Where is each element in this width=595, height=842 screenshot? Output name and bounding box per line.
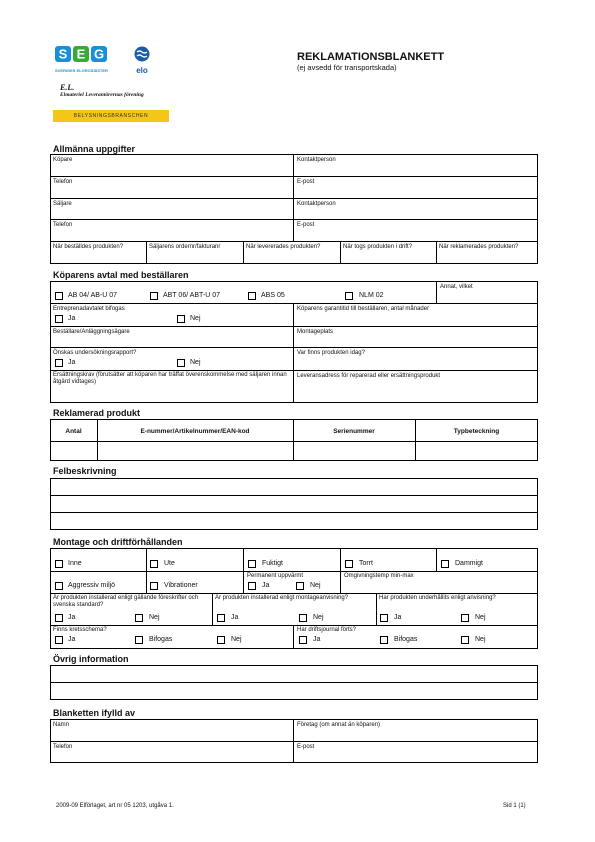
undersokning-nej-label: Nej — [190, 359, 201, 366]
kretsschema-bifogas-checkbox[interactable] — [135, 636, 143, 644]
telefon-field-1[interactable]: Telefon — [53, 179, 73, 185]
torrt-checkbox[interactable] — [345, 560, 353, 568]
svg-text:E: E — [76, 46, 86, 62]
ersattningskrav-field[interactable]: Ersättningskrav (förutsätter att köparen har träffat överenskommelse med säljaren innan åtgärd vidtages) — [53, 372, 287, 385]
permanent-ja-checkbox[interactable] — [248, 582, 256, 590]
ab04-checkbox[interactable] — [55, 292, 63, 300]
product-col-antal: Antal — [65, 428, 82, 435]
fault-description-area[interactable] — [50, 478, 538, 530]
kretsschema-label: Finns kretsschema? — [53, 627, 107, 633]
form-subtitle: (ej avsedd för transportskada) — [297, 63, 397, 72]
installerad-gallande-nej-label: Nej — [149, 614, 160, 621]
section-title-fault: Felbeskrivning — [53, 466, 117, 476]
product-row-serienummer[interactable] — [294, 442, 415, 460]
installerad-gallande-label: Är produkten installerad enligt gällande föreskrifter och svenska standard? — [53, 595, 199, 608]
saljarens-order-field[interactable]: Säljarens ordernr/fakturanr — [149, 244, 221, 250]
permanent-nej-label: Nej — [310, 582, 321, 589]
namn-field[interactable]: Namn — [53, 722, 70, 728]
installerad-montage-ja-label: Ja — [231, 614, 239, 621]
levererades-field[interactable]: När levererades produkten? — [246, 244, 321, 250]
abt06-label: ABT 06/ ABT-U 07 — [163, 292, 221, 299]
saljare-field[interactable]: Säljare — [53, 201, 72, 207]
product-col-enummer: E-nummer/Artikelnummer/EAN-kod — [140, 428, 250, 435]
fuktigt-checkbox[interactable] — [248, 560, 256, 568]
undersokning-nej-checkbox[interactable] — [177, 359, 185, 367]
belysning-banner — [53, 110, 169, 122]
entreprenad-label: Entreprenadavtalet bifogas — [53, 306, 125, 312]
kretsschema-nej-label: Nej — [231, 636, 242, 643]
product-row-antal[interactable] — [51, 442, 97, 460]
underhallits-ja-checkbox[interactable] — [380, 614, 388, 622]
elo-logo — [131, 46, 153, 75]
permanent-ja-label: Ja — [262, 582, 270, 589]
vibrationer-checkbox[interactable] — [150, 582, 158, 590]
togs-i-drift-field[interactable]: När togs produkten i drift? — [343, 244, 413, 250]
section-title-other: Övrig information — [53, 654, 129, 664]
vibrationer-label: Vibrationer — [164, 582, 198, 589]
bestalldes-field[interactable]: När beställdes produkten? — [53, 244, 124, 250]
leveransadress-field[interactable]: Leveransadress för reparerad eller ersättningsprodukt — [297, 373, 441, 379]
seg-logo — [55, 46, 109, 73]
abt06-checkbox[interactable] — [150, 292, 158, 300]
driftsjournal-bifogas-label: Bifogas — [394, 636, 418, 643]
driftsjournal-label: Har driftsjournal förts? — [297, 627, 357, 633]
driftsjournal-ja-checkbox[interactable] — [299, 636, 307, 644]
installerad-gallande-ja-label: Ja — [68, 614, 76, 621]
undersokning-ja-label: Ja — [68, 359, 76, 366]
installerad-montage-nej-checkbox[interactable] — [299, 614, 307, 622]
dammigt-checkbox[interactable] — [441, 560, 449, 568]
footer-left: 2009-09 Elförlaget, art nr 05 1203, utgåva 1. — [56, 803, 174, 809]
inne-checkbox[interactable] — [55, 560, 63, 568]
driftsjournal-nej-label: Nej — [475, 636, 486, 643]
el-subtitle: Elmateriel Leverantörernas förening — [60, 92, 144, 98]
kontaktperson-field-1[interactable]: Kontaktperson — [297, 157, 336, 163]
omgivningstemp-field[interactable]: Omgivningstemp min-max — [344, 573, 414, 579]
driftsjournal-bifogas-checkbox[interactable] — [380, 636, 388, 644]
bestallare-field[interactable]: Beställare/Anläggningsägare — [53, 329, 130, 335]
aggressiv-checkbox[interactable] — [55, 582, 63, 590]
abs05-label: ABS 05 — [261, 292, 285, 299]
inne-label: Inne — [68, 560, 82, 567]
kretsschema-bifogas-label: Bifogas — [149, 636, 173, 643]
epost-field-2[interactable]: E-post — [297, 222, 315, 228]
section-title-conditions: Montage och driftförhållanden — [53, 537, 183, 547]
montageplats-field[interactable]: Montageplats — [297, 329, 334, 335]
form-title: REKLAMATIONSBLANKETT — [297, 51, 445, 63]
torrt-label: Torrt — [359, 560, 373, 567]
footer-right: Sid 1 (1) — [503, 803, 526, 809]
entreprenad-nej-label: Nej — [190, 315, 201, 322]
el-logo — [60, 83, 144, 99]
abs05-checkbox[interactable] — [248, 292, 256, 300]
driftsjournal-ja-label: Ja — [313, 636, 321, 643]
product-col-serienummer: Serienummer — [333, 428, 375, 435]
driftsjournal-nej-checkbox[interactable] — [461, 636, 469, 644]
entreprenad-nej-checkbox[interactable] — [177, 315, 185, 323]
garantitid-field[interactable]: Köparens garantitid till beställaren, antal månader — [297, 306, 430, 312]
underhallits-ja-label: Ja — [394, 614, 402, 621]
el-title: E.L. — [60, 83, 75, 92]
permanent-nej-checkbox[interactable] — [296, 582, 304, 590]
annat-field[interactable]: Annat, vilket — [440, 284, 473, 290]
kretsschema-ja-checkbox[interactable] — [55, 636, 63, 644]
kretsschema-nej-checkbox[interactable] — [217, 636, 225, 644]
ute-checkbox[interactable] — [150, 560, 158, 568]
ute-label: Ute — [164, 560, 175, 567]
reklamerades-field[interactable]: När reklamerades produkten? — [439, 244, 519, 250]
section-title-product: Reklamerad produkt — [53, 408, 141, 418]
section-title-general: Allmänna uppgifter — [53, 144, 136, 154]
permanent-label: Permanent uppvärmt — [247, 573, 304, 579]
installerad-montage-ja-checkbox[interactable] — [217, 614, 225, 622]
svg-text:S: S — [58, 46, 68, 62]
kontaktperson-field-2[interactable]: Kontaktperson — [297, 201, 336, 207]
telefon-field-2[interactable]: Telefon — [53, 222, 73, 228]
foretag-field[interactable]: Företag (om annat än köparen) — [297, 722, 381, 728]
epost-field-1[interactable]: E-post — [297, 179, 315, 185]
epost-field-filled[interactable]: E-post — [297, 744, 315, 750]
underhallits-nej-label: Nej — [475, 614, 486, 621]
aggressiv-label: Aggressiv miljö — [68, 582, 116, 589]
fuktigt-label: Fuktigt — [262, 560, 284, 567]
product-row-enummer[interactable] — [98, 442, 293, 460]
nlm02-label: NLM 02 — [359, 292, 384, 299]
kopare-field[interactable]: Köpare — [53, 157, 73, 163]
telefon-field-filled[interactable]: Telefon — [53, 744, 73, 750]
entreprenad-ja-label: Ja — [68, 315, 76, 322]
elo-text: elo — [136, 66, 148, 75]
seg-subtext: SVERIGES ELGROSSISTER — [55, 68, 108, 73]
svg-text:G: G — [93, 46, 105, 62]
section-title-agreement: Köparens avtal med beställaren — [53, 270, 189, 280]
undersokning-ja-checkbox[interactable] — [55, 359, 63, 367]
dammigt-label: Dammigt — [455, 560, 484, 567]
var-finns-field[interactable]: Var finns produkten idag? — [297, 350, 365, 356]
underhallits-nej-checkbox[interactable] — [461, 614, 469, 622]
belysning-label: BELYSNINGSBRANSCHEN — [73, 113, 149, 119]
section-title-filled-by: Blanketten ifylld av — [53, 708, 136, 718]
product-row-typbeteckning[interactable] — [416, 442, 537, 460]
installerad-gallande-ja-checkbox[interactable] — [55, 614, 63, 622]
entreprenad-ja-checkbox[interactable] — [55, 315, 63, 323]
kretsschema-ja-label: Ja — [68, 636, 76, 643]
undersokning-label: Önskas undersökningsrapport? — [53, 350, 137, 356]
installerad-gallande-nej-checkbox[interactable] — [135, 614, 143, 622]
installerad-montage-label: Är produkten installerad enligt montageanvisning? — [215, 595, 349, 601]
installerad-montage-nej-label: Nej — [313, 614, 324, 621]
nlm02-checkbox[interactable] — [345, 292, 353, 300]
product-col-typbeteckning: Typbeteckning — [453, 428, 500, 435]
ab04-label: AB 04/ AB-U 07 — [68, 292, 118, 299]
underhallits-label: Har produkten underhållits enligt anvisning? — [379, 595, 496, 601]
